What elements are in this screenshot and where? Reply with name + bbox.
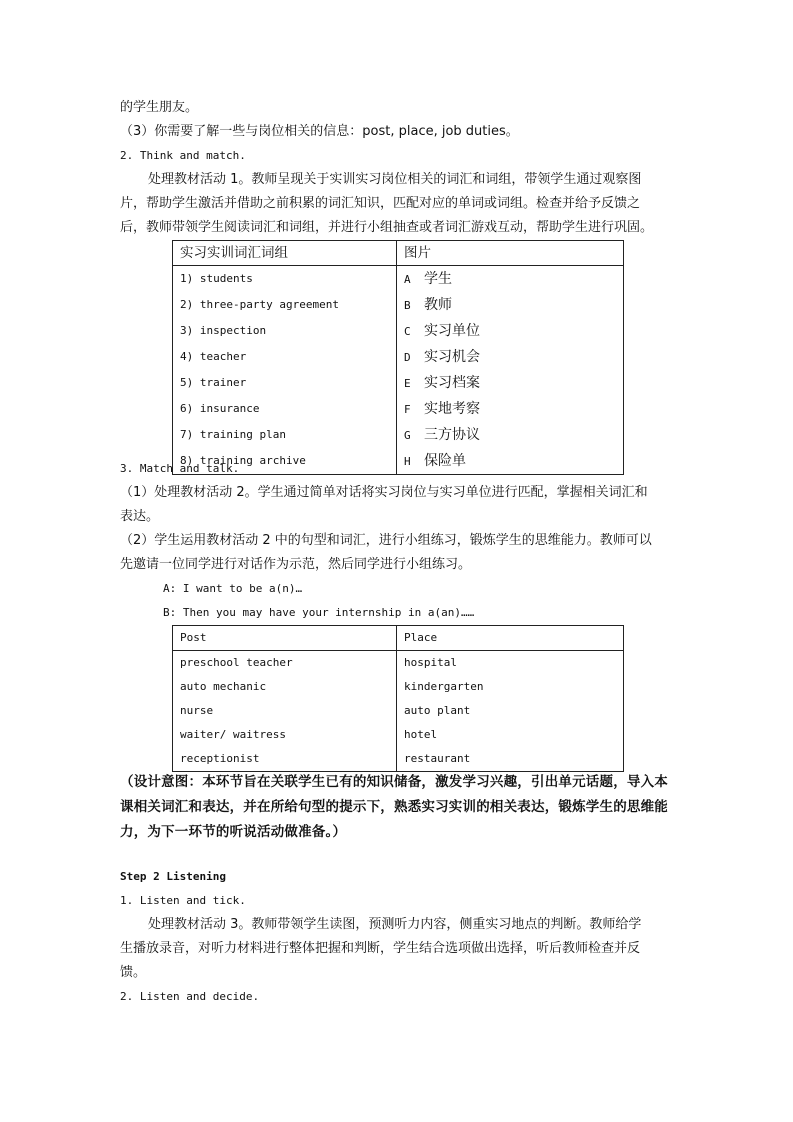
vocab-term: 7) training plan bbox=[173, 422, 397, 448]
post-cell: auto mechanic bbox=[173, 675, 397, 699]
option-text: 实习档案 bbox=[424, 375, 480, 391]
design-intent-line: （设计意图：本环节旨在关联学生已有的知识储备，激发学习兴趣，引出单元话题，导入本 bbox=[120, 774, 668, 790]
place-cell: hotel bbox=[404, 728, 438, 741]
option-text: 保险单 bbox=[424, 453, 466, 469]
table-row bbox=[173, 292, 624, 318]
paragraph-line: 先邀请一位同学进行对话作为示范，然后同学进行小组练习。 bbox=[120, 557, 472, 572]
table-header-row bbox=[173, 626, 624, 651]
option-text: 实习单位 bbox=[424, 323, 480, 339]
vocab-meaning bbox=[397, 370, 624, 396]
option-letter: B bbox=[404, 299, 411, 312]
dialogue-line-a: A: I want to be a(n)… bbox=[163, 582, 303, 595]
option-letter: D bbox=[404, 351, 411, 364]
vocab-term: 3) inspection bbox=[173, 318, 397, 344]
place-cell: hospital bbox=[404, 656, 457, 669]
section-heading: 2. Listen and decide. bbox=[120, 990, 260, 1003]
table-row bbox=[173, 747, 624, 772]
table-row bbox=[173, 370, 624, 396]
post-cell: receptionist bbox=[173, 747, 397, 772]
post-place-table bbox=[172, 625, 624, 772]
option-letter: C bbox=[404, 325, 411, 338]
vocab-meaning bbox=[397, 266, 624, 293]
place-cell: auto plant bbox=[404, 704, 471, 717]
table-row bbox=[173, 318, 624, 344]
option-text: 教师 bbox=[424, 297, 452, 313]
option-text: 学生 bbox=[424, 271, 452, 287]
paragraph-line: 表达。 bbox=[120, 509, 160, 524]
option-letter: A bbox=[404, 273, 411, 286]
table-row bbox=[173, 422, 624, 448]
paragraph-line: 处理教材活动 1。教师呈现关于实训实习岗位相关的词汇和词组，带领学生通过观察图 bbox=[148, 172, 642, 187]
text-line: 的学生朋友。 bbox=[120, 100, 199, 115]
vocab-term: 4) teacher bbox=[173, 344, 397, 370]
paragraph-line: （2）学生运用教材活动 2 中的句型和词汇，进行小组练习，锻炼学生的思维能力。教师可以 bbox=[120, 533, 652, 548]
paragraph-line: 生播放录音，对听力材料进行整体把握和判断，学生结合选项做出选择，听后教师检查并反 bbox=[120, 941, 641, 956]
paragraph-line: 片，帮助学生激活并借助之前积累的词汇知识，匹配对应的单词或词组。检查并给予反馈之 bbox=[120, 196, 641, 211]
table-row bbox=[173, 651, 624, 676]
vocab-meaning bbox=[397, 344, 624, 370]
table-row bbox=[173, 266, 624, 293]
table-header-cell: 实习实训词汇词组 bbox=[173, 241, 397, 266]
post-cell: waiter/ waitress bbox=[173, 723, 397, 747]
table-header-cell: Place bbox=[397, 626, 624, 651]
place-cell: kindergarten bbox=[404, 680, 484, 693]
table-row bbox=[173, 675, 624, 699]
table-row bbox=[173, 396, 624, 422]
vocab-meaning bbox=[397, 292, 624, 318]
vocab-term: 8) training archive bbox=[173, 448, 397, 475]
table-header-cell: 图片 bbox=[397, 241, 624, 266]
vocab-meaning bbox=[397, 318, 624, 344]
option-letter: F bbox=[404, 403, 411, 416]
section-heading: 1. Listen and tick. bbox=[120, 894, 246, 907]
option-letter: E bbox=[404, 377, 411, 390]
vocab-term: 2) three-party agreement bbox=[173, 292, 397, 318]
design-intent-line: 课相关词汇和表达，并在所给句型的提示下，熟悉实习实训的相关表达，锻炼学生的思维能 bbox=[120, 799, 668, 815]
vocab-meaning bbox=[397, 396, 624, 422]
section-heading: 2. Think and match. bbox=[120, 149, 246, 162]
option-letter: G bbox=[404, 429, 411, 442]
option-text: 三方协议 bbox=[424, 427, 480, 443]
vocab-term: 5) trainer bbox=[173, 370, 397, 396]
vocab-term: 1) students bbox=[173, 266, 397, 293]
table-header-row bbox=[173, 241, 624, 266]
paragraph-line: 处理教材活动 3。教师带领学生读图，预测听力内容，侧重实习地点的判断。教师给学 bbox=[148, 917, 642, 932]
vocab-meaning bbox=[397, 422, 624, 448]
table-row bbox=[173, 344, 624, 370]
option-letter: H bbox=[404, 455, 411, 468]
paragraph-line: 后，教师带领学生阅读词汇和词组，并进行小组抽查或者词汇游戏互动，帮助学生进行巩固。 bbox=[120, 220, 654, 235]
option-text: 实地考察 bbox=[424, 401, 480, 417]
vocab-term: 6) insurance bbox=[173, 396, 397, 422]
text-line: （3）你需要了解一些与岗位相关的信息：post, place, job duties。 bbox=[120, 124, 519, 139]
place-cell: restaurant bbox=[404, 752, 471, 765]
paragraph-line: 馈。 bbox=[120, 965, 147, 980]
step-heading: Step 2 Listening bbox=[120, 870, 226, 883]
vocabulary-table bbox=[172, 240, 624, 475]
table-row bbox=[173, 723, 624, 747]
post-cell: nurse bbox=[173, 699, 397, 723]
table-row bbox=[173, 699, 624, 723]
paragraph-line: （1）处理教材活动 2。学生通过简单对话将实习岗位与实习单位进行匹配，掌握相关词汇和 bbox=[120, 485, 648, 500]
option-text: 实习机会 bbox=[424, 349, 480, 365]
section-heading: 3. Match and talk. bbox=[120, 462, 240, 475]
table-header-cell: Post bbox=[173, 626, 397, 651]
post-cell: preschool teacher bbox=[173, 651, 397, 676]
dialogue-line-b: B: Then you may have your internship in a(an)…… bbox=[163, 606, 475, 619]
design-intent-line: 力，为下一环节的听说活动做准备。） bbox=[120, 824, 347, 840]
